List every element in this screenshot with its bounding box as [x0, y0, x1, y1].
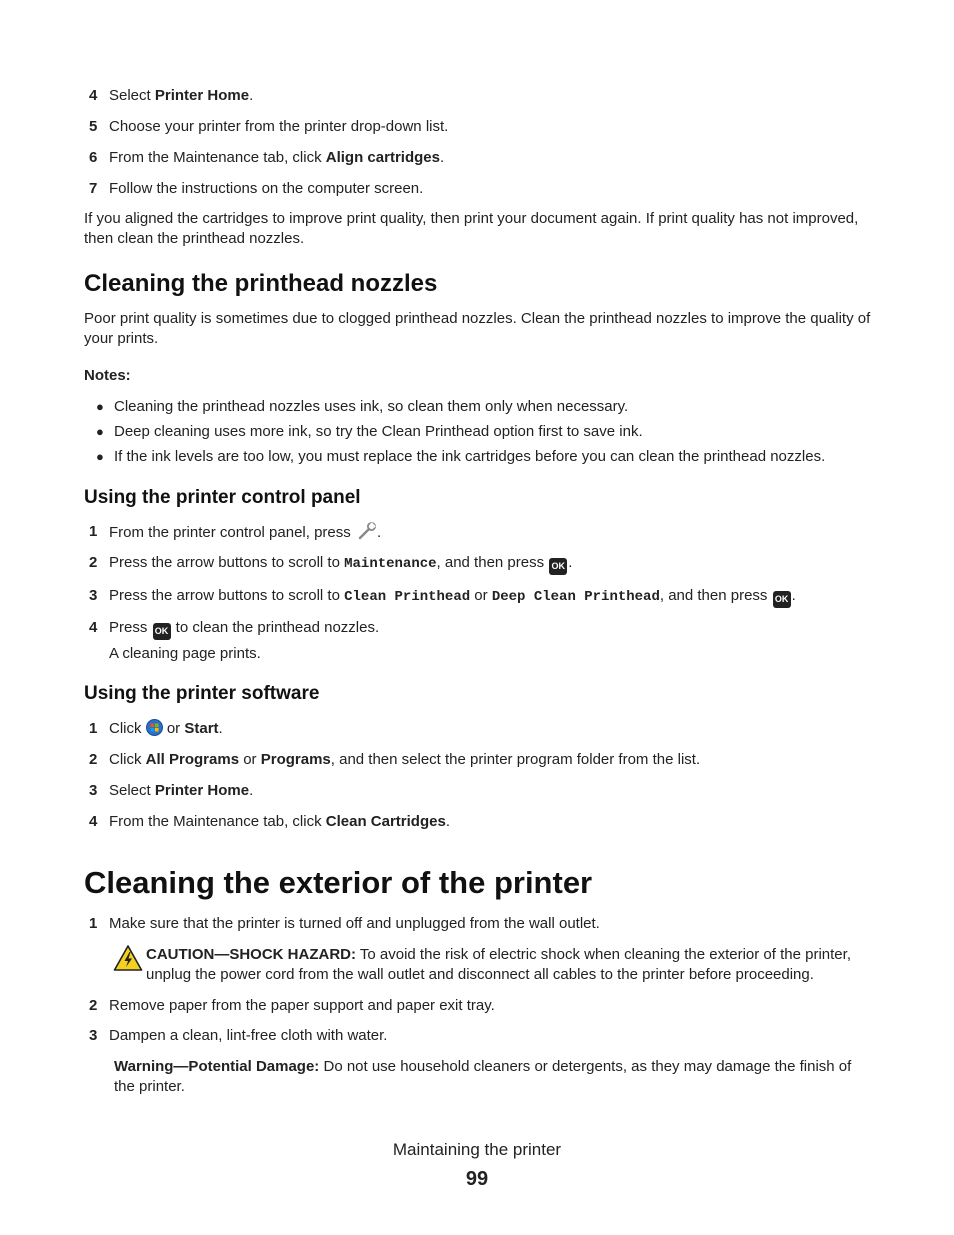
step-text: Click or Start.	[109, 720, 223, 737]
step-number: 1	[89, 720, 98, 737]
step-number: 5	[89, 118, 98, 135]
step-number: 4	[89, 619, 98, 636]
step-number: 4	[89, 87, 98, 104]
step-text: Press OK to clean the printhead nozzles.	[109, 618, 379, 640]
bullet-icon: ●	[96, 399, 104, 414]
ok-button-icon: OK	[549, 558, 567, 575]
step-text: Dampen a clean, lint-free cloth with water.	[109, 1027, 388, 1044]
electric-hazard-warning-icon	[113, 944, 143, 972]
notes-label: Notes:	[84, 367, 131, 384]
subsection-heading: Using the printer software	[84, 683, 320, 704]
bullet-icon: ●	[96, 424, 104, 439]
step-number: 3	[89, 587, 98, 604]
ok-button-icon: OK	[773, 591, 791, 608]
step-text: From the Maintenance tab, click Align cartridges.	[109, 149, 445, 166]
section-paragraph: Poor print quality is sometimes due to clogged printhead nozzles. Clean the printhead nozzles to improve the quality of your prints.	[84, 310, 871, 347]
step-number: 3	[89, 1027, 98, 1044]
step-number: 4	[89, 813, 98, 830]
step-number: 2	[89, 751, 98, 768]
step-number: 1	[89, 915, 98, 932]
chapter-heading: Cleaning the exterior of the printer	[84, 865, 593, 900]
step-text: Choose your printer from the printer drop-down list.	[109, 118, 449, 135]
windows-start-icon	[146, 719, 163, 736]
step-number: 1	[89, 523, 98, 540]
step-text: Follow the instructions on the computer screen.	[109, 180, 424, 197]
step-number: 2	[89, 997, 98, 1014]
step-number: 3	[89, 782, 98, 799]
page-number: 99	[465, 1168, 489, 1190]
note-item: Deep cleaning uses more ink, so try the Clean Printhead option first to save ink.	[114, 423, 643, 440]
subsection-heading: Using the printer control panel	[84, 487, 361, 508]
step-number: 7	[89, 180, 98, 197]
step-result: A cleaning page prints.	[109, 645, 261, 662]
step-text: Select Printer Home.	[109, 87, 254, 104]
step-text: Click All Programs or Programs, and then select the printer program folder from the list.	[109, 751, 701, 768]
step-text: From the Maintenance tab, click Clean Cartridges.	[109, 813, 450, 830]
step-number: 6	[89, 149, 98, 166]
step-text: From the printer control panel, press .	[109, 524, 382, 541]
bullet-icon: ●	[96, 449, 104, 464]
section-heading: Cleaning the printhead nozzles	[84, 270, 438, 297]
step-text: Remove paper from the paper support and paper exit tray.	[109, 997, 495, 1014]
ok-button-icon: OK	[153, 623, 171, 640]
footer-chapter-title: Maintaining the printer	[392, 1140, 562, 1159]
warning-text: the printer.	[114, 1078, 185, 1095]
step-text: Press the arrow buttons to scroll to Maintenance, and then press OK .	[109, 553, 572, 575]
step-text: Press the arrow buttons to scroll to Clean Printhead or Deep Clean Printhead, and then press OK .	[109, 586, 796, 608]
note-item: If the ink levels are too low, you must replace the ink cartridges before you can clean the printhead nozzles.	[114, 448, 826, 465]
step-text: Make sure that the printer is turned off and unplugged from the wall outlet.	[109, 915, 600, 932]
step-number: 2	[89, 554, 98, 571]
warning-text: Warning—Potential Damage: Do not use household cleaners or detergents, as they may damage the finish of	[114, 1058, 852, 1075]
wrench-icon	[357, 522, 377, 540]
intro-paragraph: If you aligned the cartridges to improve print quality, then print your document again. If print quality has not improved, then clean the printhead nozzles.	[84, 210, 859, 247]
step-text: Select Printer Home.	[109, 782, 254, 799]
caution-text: unplug the power cord from the wall outlet and disconnect all cables to the printer before proceeding.	[146, 966, 814, 983]
note-item: Cleaning the printhead nozzles uses ink, so clean them only when necessary.	[114, 398, 629, 415]
caution-text: CAUTION—SHOCK HAZARD: To avoid the risk of electric shock when cleaning the exterior of the printer,	[146, 946, 851, 963]
